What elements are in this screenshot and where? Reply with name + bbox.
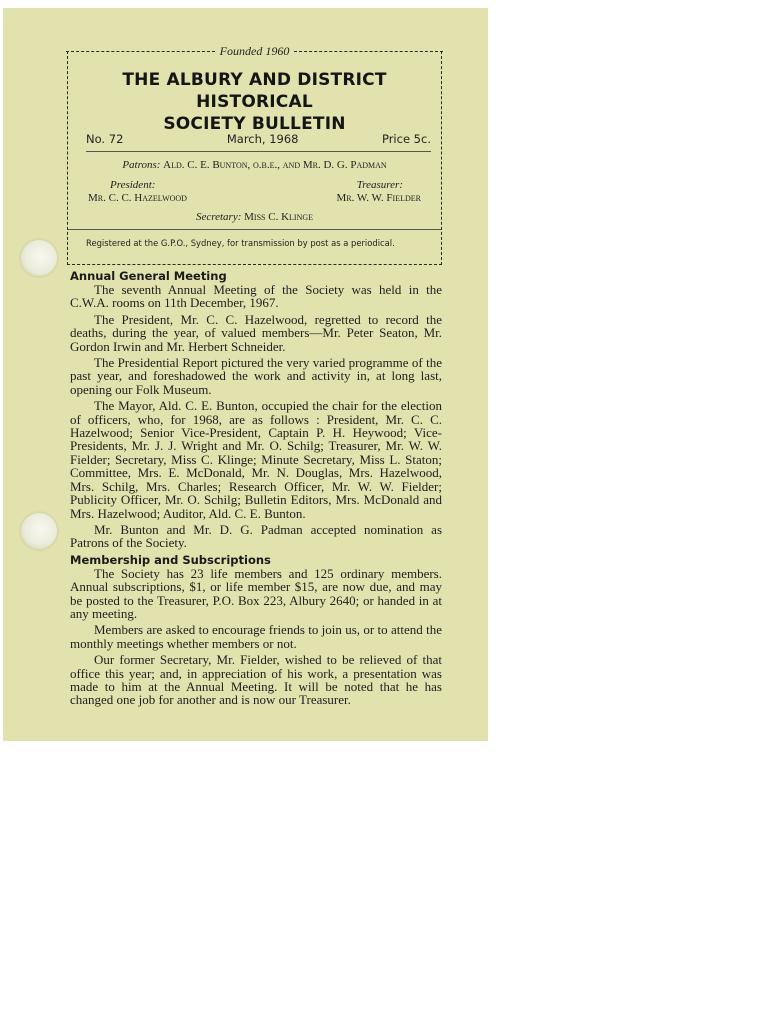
- paragraph: Mr. Bunton and Mr. D. G. Padman accepted nomination as Patrons of the Society.: [70, 521, 442, 551]
- secretary-label: Secretary:: [195, 211, 242, 223]
- paragraph: The President, Mr. C. C. Hazelwood, regretted to record the deaths, during the year, of valued members—Mr. Peter Seaton, Mr. Gordon Irwin and Mr. Herbert Schneider.: [70, 311, 442, 354]
- issue-info-row: [86, 132, 431, 152]
- president-name: Mr. C. C. Hazelwood: [88, 192, 187, 204]
- title-line-1: THE ALBURY AND DISTRICT HISTORICAL: [122, 70, 387, 112]
- paragraph: The Mayor, Ald. C. E. Bunton, occupied the chair for the election of officers, who, for 1968, are as follows : President, Mr. C. C. Hazelwood; Senior Vice-President, Captain P. H. Heywood; Vice-Presidents, Mr. J. J. Wright and Mr. O. Schilg; Treasurer, Mr. W. W. Fielder; Secretary, Miss C. Klinge; Minute Secretary, Miss L. Staton; Committee, Mrs. E. McDonald, Mr. N. Douglas, Mrs. Hazelwood, Mrs. Schilg, Mrs. Charles; Research Officer, Mr. W. W. Fielder; Publicity Officer, Mr. O. Schilg; Bulletin Editors, Mrs. McDonald and Mrs. Hazelwood; Auditor, Ald. C. E. Bunton.: [70, 398, 442, 521]
- treasurer-label: Treasurer:: [356, 179, 403, 191]
- paragraph: The Presidential Report pictured the very varied programme of the past year, and foreshadowed the work and activity in, at long last, opening our Folk Museum.: [70, 355, 442, 397]
- issue-date: March, 1968: [226, 132, 299, 146]
- patrons-line: [68, 159, 441, 171]
- secretary-name: Miss C. Klinge: [244, 211, 314, 223]
- founded-row: [66, 43, 443, 59]
- officers-row: [88, 179, 421, 205]
- founded-label: Founded 1960: [219, 43, 290, 58]
- registration-notice: Registered at the G.P.O., Sydney, for transmission by post as a periodical.: [86, 238, 395, 248]
- bulletin-page: [3, 8, 488, 741]
- president-block: [88, 179, 187, 205]
- president-label: President:: [110, 179, 156, 191]
- section-heading-membership: Membership and Subscriptions: [70, 552, 271, 567]
- dashed-rule: [294, 51, 443, 52]
- title-line-2: SOCIETY BULLETIN: [163, 114, 346, 134]
- section-heading-agm: Annual General Meeting: [70, 269, 227, 283]
- patrons-names: Ald. C. E. Bunton, o.b.e., and Mr. D. G. Padman: [163, 159, 387, 171]
- dashed-rule: [66, 51, 215, 52]
- patrons-label: Patrons:: [122, 159, 161, 171]
- bulletin-title: [68, 69, 441, 135]
- paragraph: Members are asked to encourage friends to join us, or to attend the monthly meetings whether members or not.: [70, 622, 442, 651]
- article-body: [70, 269, 442, 710]
- paragraph: The Society has 23 life members and 125 ordinary members. Annual subscriptions, $1, or life member $15, are now due, and may be posted to the Treasurer, P.O. Box 223, Albury 2640; or handed in at any meeting.: [70, 565, 442, 621]
- secretary-line: [68, 211, 441, 230]
- binder-hole: [21, 513, 57, 549]
- treasurer-block: [336, 179, 421, 205]
- issue-price: Price 5c.: [381, 132, 431, 146]
- treasurer-name: Mr. W. W. Fielder: [336, 192, 421, 204]
- paragraph: The seventh Annual Meeting of the Society was held in the C.W.A. rooms on 11th December, 1967.: [70, 282, 442, 311]
- paragraph: Our former Secretary, Mr. Fielder, wished to be relieved of that office this year; and, in appreciation of his work, a presentation was made to him at the Annual Meeting. It will be noted that he has changed one job for another and is now our Treasurer.: [70, 652, 442, 708]
- binder-hole: [21, 240, 57, 276]
- issue-number: No. 72: [86, 132, 124, 146]
- masthead-frame: [67, 43, 442, 265]
